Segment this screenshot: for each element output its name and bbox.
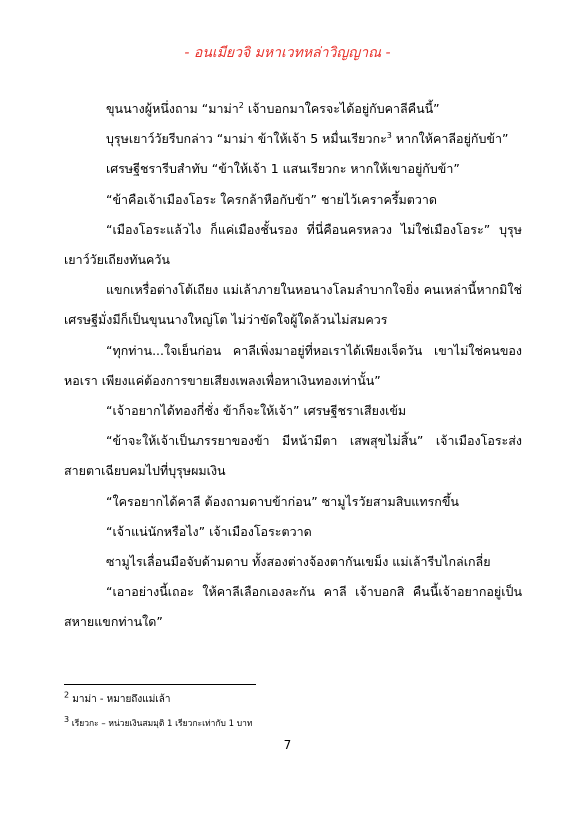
footnote-text: เรียวกะ – หน่วยเงินสมมุติ 1 เรียวกะเท่ากับ 1 บาท	[69, 719, 253, 729]
footnote-mark: 2	[64, 690, 70, 700]
paragraph-1	[64, 94, 522, 124]
paragraph-text: บุรุษเยาว์วัยรีบกล่าว “มาม่า ข้าให้เจ้า 5 หมื่นเรียวกะ	[106, 131, 387, 147]
paragraph-7: “ทุกท่าน...ใจเย็นก่อน คาลีเพิ่งมาอยู่ที่หอเราได้เพียงเจ็ดวัน เขาไม่ใช่คนของหอเรา เพียงแค่ต้องการขายเสียงเพลงเพื่อหาเงินทองเท่านั้น”	[64, 342, 522, 388]
paragraph-text: ขุนนางผู้หนึ่งถาม “มาม่า	[106, 101, 239, 116]
paragraph-10: “ใครอยากได้คาลี ต้องถามดาบข้าก่อน” ซามูไรวัยสามสิบแทรกขึ้น	[106, 493, 459, 509]
paragraph-text: หากให้คาลีอยู่กับข้า”	[391, 131, 509, 147]
paragraph-12: ซามูไรเลื่อนมือจับด้ามดาบ ทั้งสองต่างจ้องตากันเขม็ง แม่เล้ารีบไกล่เกลี่ย	[106, 554, 491, 570]
footnote-ref: 2	[238, 100, 244, 110]
paragraph-4: “ข้าคือเจ้าเมืองโอระ ใครกล้าหือกับข้า” ชายไว้เคราครึ้มตวาด	[106, 191, 438, 207]
paragraph-3: เศรษฐีชรารีบสำทับ “ข้าให้เจ้า 1 แสนเรียวกะ หากให้เขาอยู่กับข้า”	[106, 161, 460, 177]
footnote-mark: 3	[64, 715, 70, 725]
running-header: - อนเมียวจิ มหาเวทหล่าวิญญาณ -	[184, 45, 391, 61]
page-number: 7	[283, 738, 292, 752]
body-text	[64, 94, 522, 638]
paragraph-2	[64, 124, 522, 154]
paragraph-text: เจ้าบอกมาใครจะได้อยู่กับคาลีคืนนี้”	[243, 101, 440, 116]
paragraph-6: แขกเหรื่อต่างโต้เถียง แม่เล้าภายในหอนางโลมลำบากใจยิ่ง คนเหล่านี้หากมิใช่เศรษฐีมั่งมีก็เป็นขุนนางใหญ่โต ไม่ว่าขัดใจผู้ใดล้วนไม่สมควร	[64, 282, 522, 328]
paragraph-13: “เอาอย่างนี้เถอะ ให้คาลีเลือกเองละกัน คาลี เจ้าบอกสิ คืนนี้เจ้าอยากอยู่เป็นสหายแขกท่านใด”	[64, 584, 522, 630]
footnote-2	[64, 717, 253, 731]
paragraph-9: “ข้าจะให้เจ้าเป็นภรรยาของข้า มีหน้ามีตา เสพสุขไม่สิ้น” เจ้าเมืองโอระส่งสายตาเฉียบคมไปที่บุรุษผมเงิน	[64, 433, 522, 479]
footnote-ref: 3	[386, 131, 392, 141]
paragraph-5: “เมืองโอระแล้วไง ก็แค่เมืองชั้นรอง ที่นี่คือนครหลวง ไม่ใช่เมืองโอระ” บุรุษเยาว์วัยเถียงทันควัน	[64, 221, 522, 268]
footnote-text: มาม่า - หมายถึงแม่เล้า	[69, 694, 171, 705]
footnote-1	[64, 690, 171, 707]
footnote-separator	[64, 684, 256, 685]
paragraph-8: “เจ้าอยากได้ทองกี่ชั่ง ข้าก็จะให้เจ้า” เศรษฐีชราเสียงเข้ม	[106, 403, 407, 419]
paragraph-11: “เจ้าแน่นักหรือไง” เจ้าเมืองโอระตวาด	[106, 523, 312, 539]
